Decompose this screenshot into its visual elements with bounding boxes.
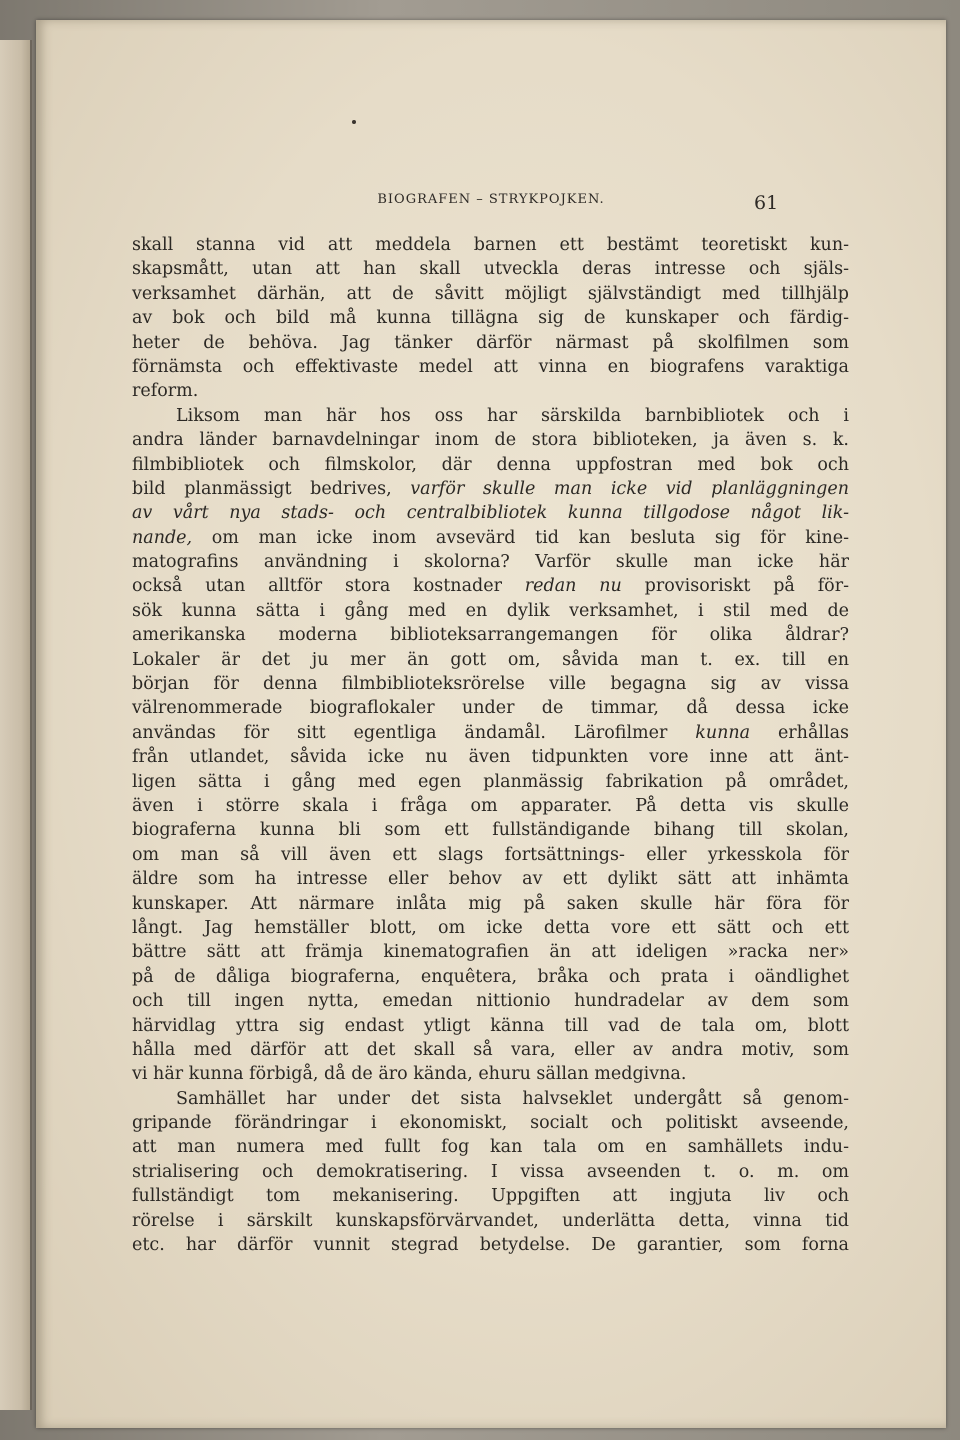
text-line — [132, 526, 849, 550]
text-line — [132, 989, 849, 1013]
text-run: skall stanna vid att meddela barnen ett bestämt teoretiskt kun- — [132, 235, 849, 255]
text-run: Lokaler är det ju mer än gott om, såvida man t. ex. till en — [132, 649, 849, 670]
text-run: från utlandet, såvida icke nu även tidpunkten vore inne att änt- — [132, 747, 849, 768]
text-line — [132, 331, 849, 355]
text-line — [132, 1135, 849, 1159]
text-run: användas för sitt egentliga ändamål. Lärofilmer — [132, 722, 696, 743]
text-run: reform. — [132, 381, 199, 402]
text-run: strialisering och demokratisering. I vissa avseenden t. o. m. om — [132, 1161, 849, 1182]
text-line — [132, 745, 849, 769]
text-line — [132, 574, 849, 598]
text-line — [132, 477, 849, 501]
text-run: biograferna kunna bli som ett fullständigande bihang till skolan, — [132, 820, 849, 841]
text-line — [132, 404, 849, 428]
text-run: att man numera med fullt fog kan tala om en samhällets indu- — [132, 1137, 849, 1158]
text-line — [132, 1233, 849, 1257]
text-line — [132, 1038, 849, 1062]
text-run: andra länder barnavdelningar inom de stora biblioteken, ja även s. k. — [132, 430, 849, 451]
italic-text-run: varför skulle man icke vid planläggningen — [410, 478, 849, 499]
text-line — [132, 453, 849, 477]
text-line — [132, 916, 849, 940]
body-text — [132, 233, 849, 1257]
italic-text-run: av vårt nya stads- och centralbibliotek kunna tillgodose något lik- — [132, 503, 849, 524]
text-line — [132, 1014, 849, 1038]
text-line — [132, 1184, 849, 1208]
text-line — [132, 867, 849, 891]
text-run: på de dåliga biograferna, enquêtera, bråka och prata i oändlighet — [132, 966, 849, 987]
text-run: gripande förändringar i ekonomiskt, socialt och politiskt avseende, — [132, 1113, 849, 1134]
text-run: rörelse i särskilt kunskapsförvärvandet, underlätta detta, vinna tid — [132, 1210, 849, 1231]
text-run: heter de behöva. Jag tänker därför närmast på skolfilmen som — [132, 332, 849, 353]
italic-text-run: nande, — [132, 527, 193, 548]
page-number: 61 — [754, 192, 779, 214]
text-line — [132, 282, 849, 306]
text-line — [132, 233, 849, 257]
text-run: om man så vill även ett slags fortsättnings- eller yrkesskola för — [132, 844, 849, 865]
text-line — [132, 379, 849, 403]
text-run: Liksom man här hos oss har särskilda barnbibliotek och i — [176, 405, 849, 426]
text-run: härvidlag yttra sig endast ytligt känna till vad de tala om, blott — [132, 1015, 849, 1036]
text-line — [132, 721, 849, 745]
text-line — [132, 940, 849, 964]
ink-speck — [352, 120, 356, 124]
text-line — [132, 428, 849, 452]
text-run: vi här kunna förbigå, då de äro kända, ehuru sällan medgivna. — [132, 1064, 687, 1085]
text-line — [132, 550, 849, 574]
italic-text-run: kunna — [695, 722, 751, 743]
text-run: ligen sätta i gång med egen planmässig fabrikation på området, — [132, 771, 849, 792]
text-line — [132, 1062, 849, 1086]
text-run: välrenommerade biograflokaler under de timmar, då dessa icke — [132, 698, 849, 719]
text-run: äldre som ha intresse eller behov av ett dylikt sätt att inhämta — [132, 869, 849, 890]
text-line — [132, 1160, 849, 1184]
text-run: fullständigt tom mekanisering. Uppgiften att ingjuta liv och — [132, 1186, 849, 1207]
text-run: bättre sätt att främja kinematografien än att ideligen »racka ner» — [132, 942, 849, 963]
text-run: också utan alltför stora kostnader — [132, 576, 525, 597]
text-run: amerikanska moderna biblioteksarrangemangen för olika åldrar? — [132, 625, 849, 646]
text-line — [132, 1111, 849, 1135]
text-run: långt. Jag hemställer blott, om icke detta vore ett sätt och ett — [132, 917, 849, 938]
running-header: BIOGRAFEN – STRYKPOJKEN. — [377, 192, 605, 207]
text-line — [132, 892, 849, 916]
text-line — [132, 1087, 849, 1111]
text-run: bild planmässigt bedrives, — [132, 478, 411, 499]
text-line — [132, 672, 849, 696]
text-run: matografins användning i skolorna? Varför skulle man icke här — [132, 552, 849, 573]
text-run: erhållas — [750, 722, 849, 743]
previous-page-edge — [0, 40, 32, 1410]
text-line — [132, 599, 849, 623]
text-run: början för denna filmbiblioteksrörelse ville begagna sig av vissa — [132, 674, 849, 695]
text-line — [132, 355, 849, 379]
text-run: även i större skala i fråga om apparater. På detta vis skulle — [132, 795, 849, 816]
text-line — [132, 623, 849, 647]
italic-text-run: redan nu — [524, 576, 622, 597]
text-run: Samhället har under det sista halvseklet undergått så genom- — [176, 1088, 849, 1109]
text-run: skapsmått, utan att han skall utveckla deras intresse och själs- — [132, 259, 849, 280]
text-run: filmbibliotek och filmskolor, där denna uppfostran med bok och — [132, 454, 849, 475]
text-run: förnämsta och effektivaste medel att vinna en biografens varaktiga — [132, 356, 849, 377]
text-line — [132, 306, 849, 330]
text-line — [132, 770, 849, 794]
text-run: provisoriskt på för- — [621, 576, 849, 597]
text-line — [132, 648, 849, 672]
text-run: om man icke inom avsevärd tid kan besluta sig för kine- — [192, 527, 849, 548]
text-run: hålla med därför att det skall så vara, eller av andra motiv, som — [132, 1039, 849, 1060]
book-page — [36, 20, 946, 1428]
text-run: av bok och bild må kunna tillägna sig de kunskaper och färdig- — [132, 308, 849, 329]
text-line — [132, 965, 849, 989]
text-run: verksamhet därhän, att de såvitt möjligt självständigt med tillhjälp — [132, 283, 849, 304]
text-line — [132, 696, 849, 720]
text-run: kunskaper. Att närmare inlåta mig på saken skulle här föra för — [132, 893, 849, 914]
text-run: etc. har därför vunnit stegrad betydelse. De garantier, som forna — [132, 1235, 849, 1256]
text-line — [132, 794, 849, 818]
text-line — [132, 257, 849, 281]
text-run: och till ingen nytta, emedan nittionio hundradelar av dem som — [132, 991, 849, 1012]
text-line — [132, 501, 849, 525]
text-line — [132, 1209, 849, 1233]
text-line — [132, 843, 849, 867]
text-run: sök kunna sätta i gång med en dylik verksamhet, i stil med de — [132, 600, 849, 621]
text-line — [132, 818, 849, 842]
